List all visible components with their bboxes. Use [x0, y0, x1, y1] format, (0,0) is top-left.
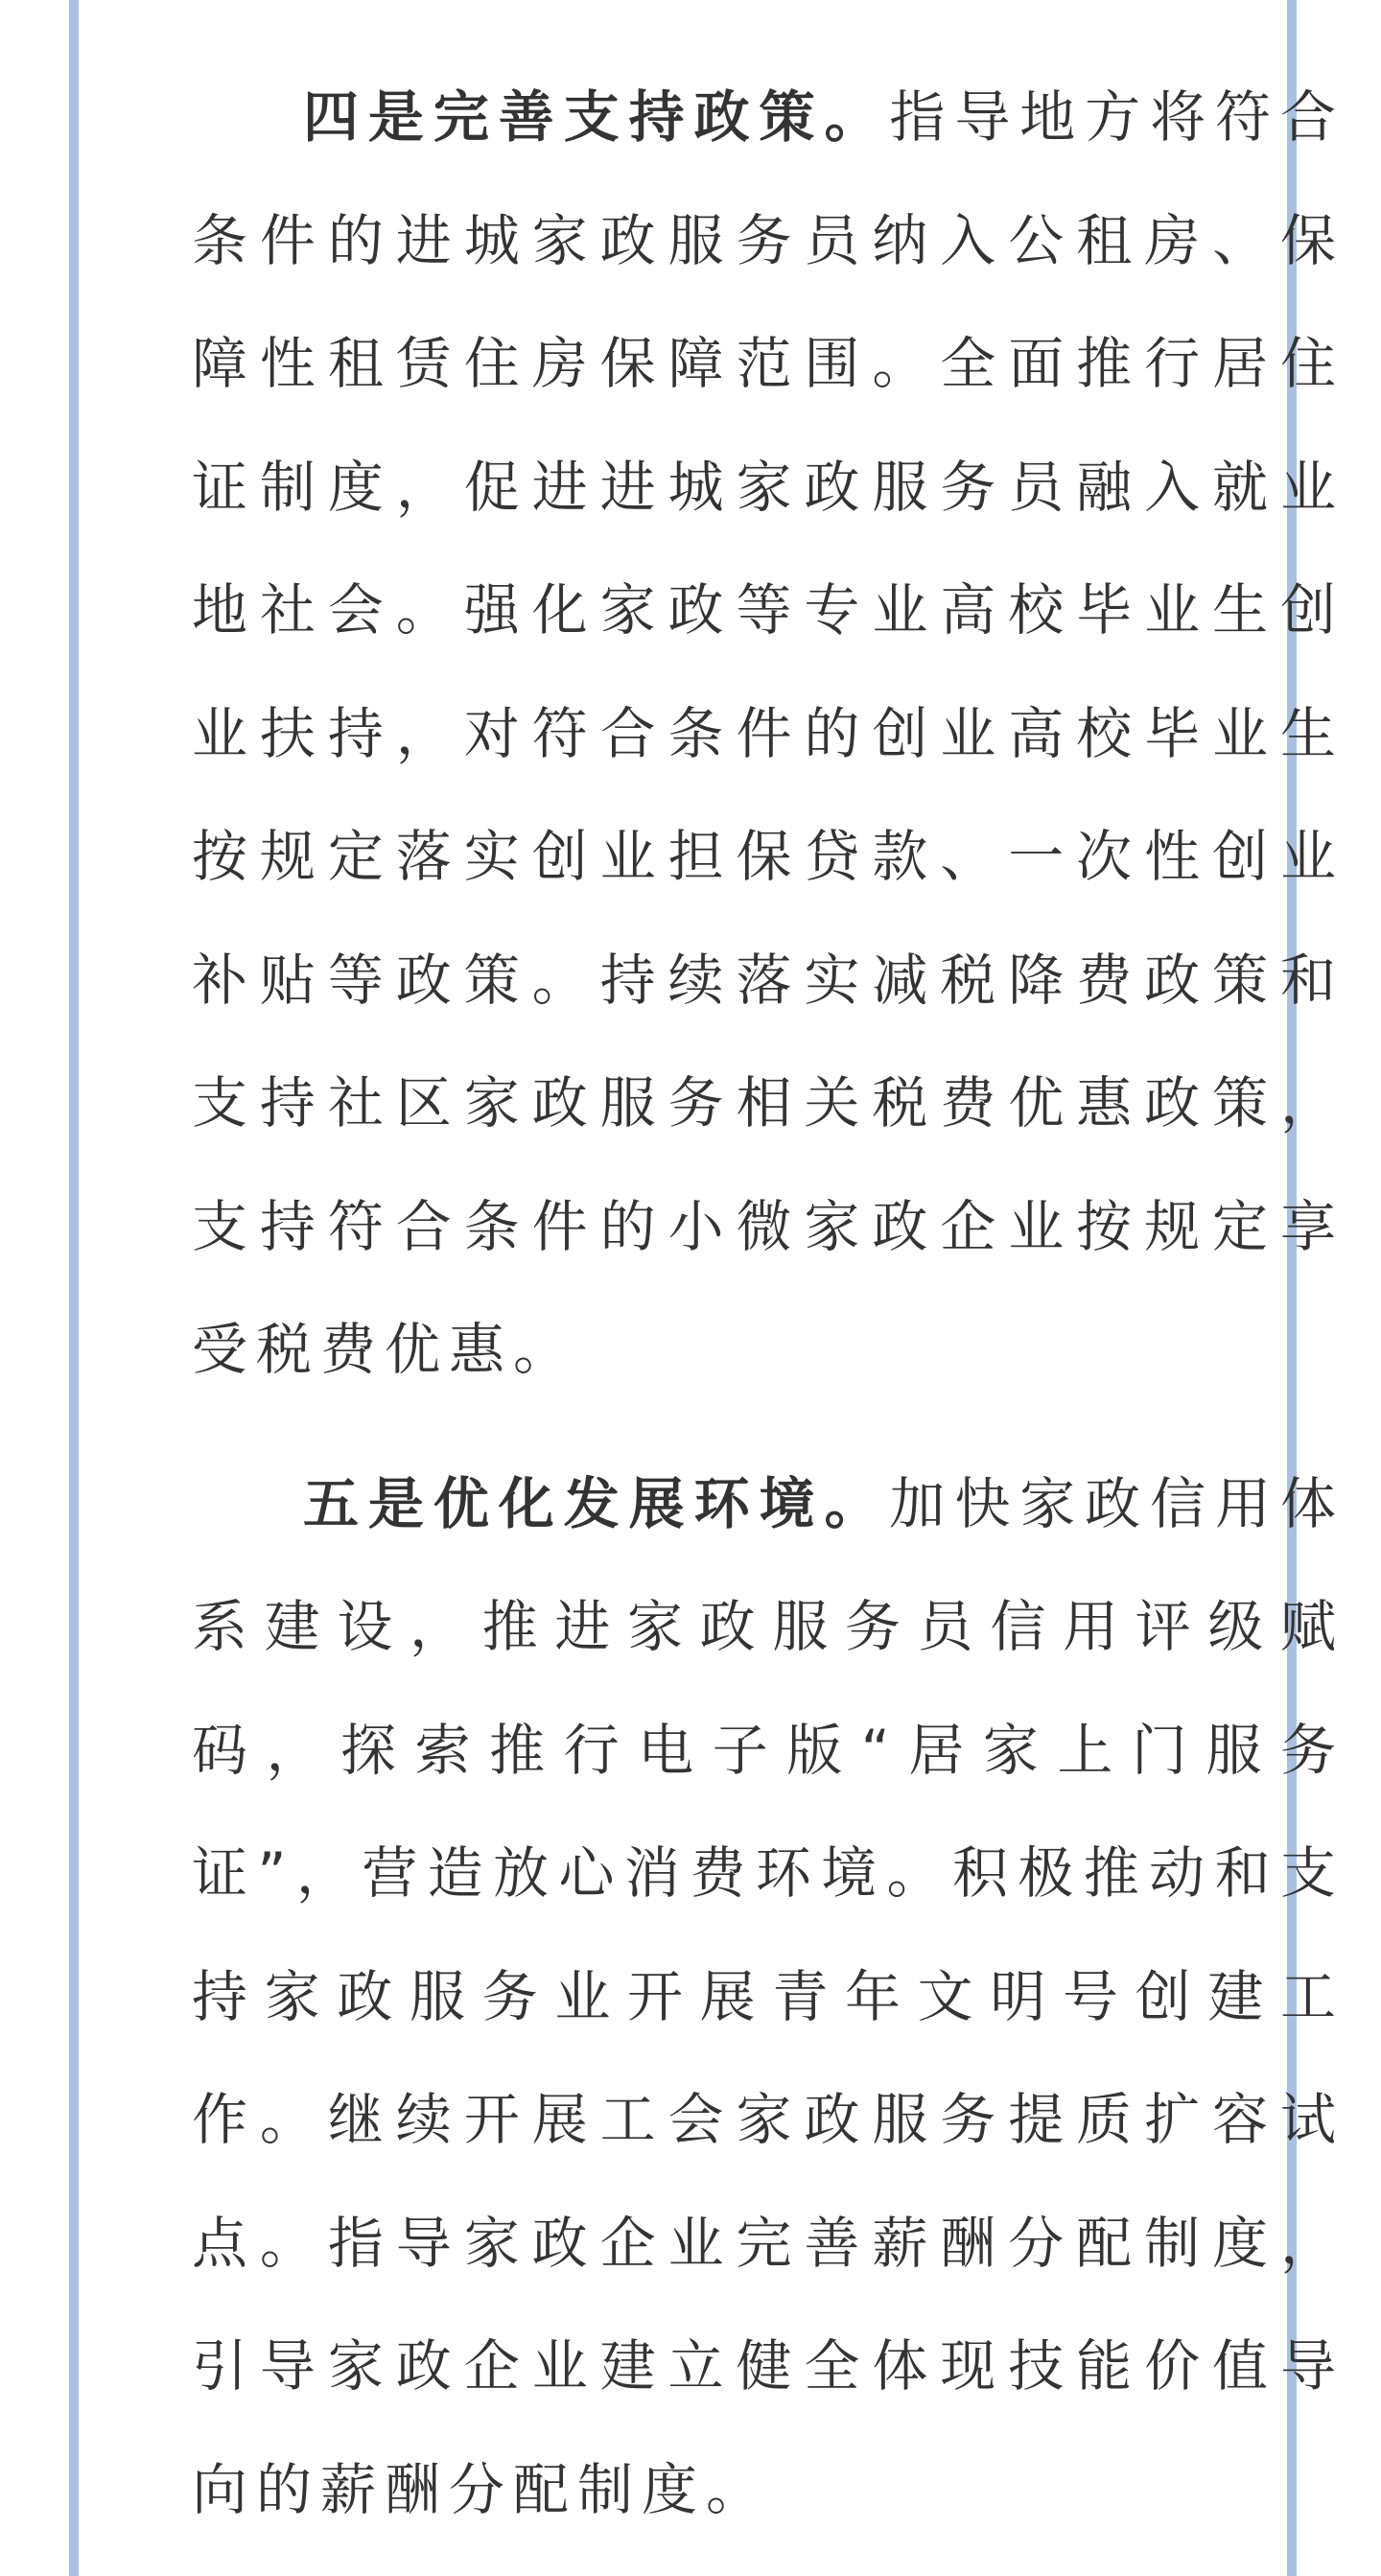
paragraph-body-text: 加快家政信用体系建设，推进家政服务员信用评级赋码，探索推行电子版“居家上门服务证”，营造放心消费环境。积极推动和支持家政服务业开展青年文明号创建工作。继续开展工会家政服务提质扩容试点。指导家政企业完善薪酬分配制度，引导家政企业建立健全体现技能价值导向的薪酬分配制度。 — [192, 1470, 1345, 2522]
paragraph-development-environment — [192, 1442, 1345, 2552]
paragraph-lead-heading: 五是优化发展环境。 — [303, 1470, 890, 1536]
article-frame — [69, 0, 1345, 2576]
article-content — [192, 56, 1345, 2551]
paragraph-support-policies — [192, 56, 1345, 1412]
paragraph-body-text: 指导地方将符合条件的进城家政服务员纳入公租房、保障性租赁住房保障范围。全面推行居住证制度，促进进城家政服务员融入就业地社会。强化家政等专业高校毕业生创业扶持，对符合条件的创业高校毕业生按规定落实创业担保贷款、一次性创业补贴等政策。持续落实减税降费政策和支持社区家政服务相关税费优惠政策，支持符合条件的小微家政企业按规定享受税费优惠。 — [192, 84, 1345, 1382]
paragraph-lead-heading: 四是完善支持政策。 — [303, 84, 890, 150]
